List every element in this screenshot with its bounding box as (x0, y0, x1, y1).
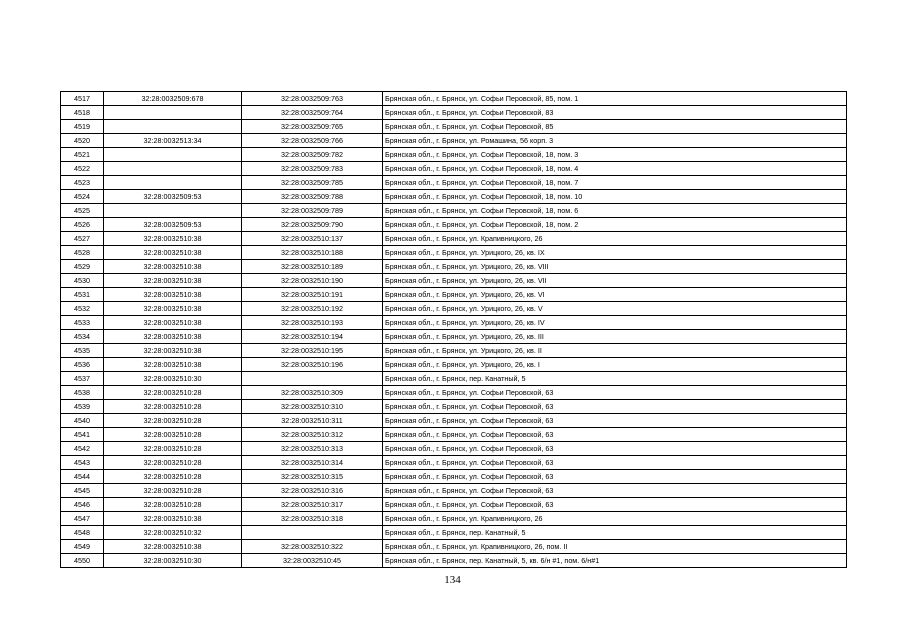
object-cadastral-number-cell: 32:28:0032510:195 (242, 344, 383, 358)
land-cadastral-number-cell (104, 148, 242, 162)
row-number-cell: 4533 (61, 316, 104, 330)
object-cadastral-number-cell: 32:28:0032510:194 (242, 330, 383, 344)
object-cadastral-number-cell: 32:28:0032510:309 (242, 386, 383, 400)
land-cadastral-number-cell: 32:28:0032510:38 (104, 302, 242, 316)
row-number-cell: 4519 (61, 120, 104, 134)
register-table-body (61, 92, 847, 568)
land-cadastral-number-cell: 32:28:0032510:28 (104, 456, 242, 470)
address-cell: Брянская обл., г. Брянск, пер. Канатный, 5 (383, 526, 847, 540)
table-row (61, 372, 847, 386)
row-number-cell: 4534 (61, 330, 104, 344)
table-row (61, 540, 847, 554)
table-row (61, 176, 847, 190)
land-cadastral-number-cell (104, 204, 242, 218)
row-number-cell: 4530 (61, 274, 104, 288)
table-row (61, 456, 847, 470)
object-cadastral-number-cell: 32:28:0032509:763 (242, 92, 383, 106)
land-cadastral-number-cell: 32:28:0032510:38 (104, 288, 242, 302)
object-cadastral-number-cell: 32:28:0032510:315 (242, 470, 383, 484)
land-cadastral-number-cell: 32:28:0032510:28 (104, 442, 242, 456)
row-number-cell: 4524 (61, 190, 104, 204)
object-cadastral-number-cell: 32:28:0032509:766 (242, 134, 383, 148)
land-cadastral-number-cell: 32:28:0032510:38 (104, 540, 242, 554)
row-number-cell: 4526 (61, 218, 104, 232)
table-row (61, 512, 847, 526)
table-row (61, 232, 847, 246)
object-cadastral-number-cell: 32:28:0032509:785 (242, 176, 383, 190)
row-number-cell: 4543 (61, 456, 104, 470)
row-number-cell: 4538 (61, 386, 104, 400)
row-number-cell: 4545 (61, 484, 104, 498)
table-row (61, 106, 847, 120)
address-cell: Брянская обл., г. Брянск, ул. Ромашина, 56 корп. 3 (383, 134, 847, 148)
land-cadastral-number-cell: 32:28:0032510:38 (104, 512, 242, 526)
row-number-cell: 4527 (61, 232, 104, 246)
address-cell: Брянская обл., г. Брянск, ул. Софьи Перовской, 18, пом. 7 (383, 176, 847, 190)
table-row (61, 288, 847, 302)
land-cadastral-number-cell: 32:28:0032510:28 (104, 400, 242, 414)
row-number-cell: 4535 (61, 344, 104, 358)
object-cadastral-number-cell: 32:28:0032510:312 (242, 428, 383, 442)
row-number-cell: 4546 (61, 498, 104, 512)
table-row (61, 358, 847, 372)
row-number-cell: 4541 (61, 428, 104, 442)
object-cadastral-number-cell: 32:28:0032510:190 (242, 274, 383, 288)
land-cadastral-number-cell: 32:28:0032510:38 (104, 316, 242, 330)
row-number-cell: 4521 (61, 148, 104, 162)
address-cell: Брянская обл., г. Брянск, ул. Софьи Перовской, 85 (383, 120, 847, 134)
object-cadastral-number-cell: 32:28:0032510:313 (242, 442, 383, 456)
address-cell: Брянская обл., г. Брянск, ул. Софьи Перовской, 18, пом. 2 (383, 218, 847, 232)
address-cell: Брянская обл., г. Брянск, ул. Софьи Перовской, 63 (383, 484, 847, 498)
table-row (61, 470, 847, 484)
object-cadastral-number-cell: 32:28:0032510:322 (242, 540, 383, 554)
address-cell: Брянская обл., г. Брянск, ул. Софьи Перовской, 63 (383, 428, 847, 442)
table-row (61, 414, 847, 428)
table-row (61, 246, 847, 260)
row-number-cell: 4547 (61, 512, 104, 526)
land-cadastral-number-cell: 32:28:0032510:32 (104, 526, 242, 540)
address-cell: Брянская обл., г. Брянск, ул. Софьи Перовской, 18, пом. 4 (383, 162, 847, 176)
land-cadastral-number-cell: 32:28:0032509:53 (104, 218, 242, 232)
land-cadastral-number-cell: 32:28:0032510:28 (104, 414, 242, 428)
address-cell: Брянская обл., г. Брянск, ул. Софьи Перовской, 63 (383, 400, 847, 414)
row-number-cell: 4549 (61, 540, 104, 554)
table-row (61, 274, 847, 288)
address-cell: Брянская обл., г. Брянск, ул. Урицкого, 26, кв. III (383, 330, 847, 344)
address-cell: Брянская обл., г. Брянск, ул. Софьи Перовской, 63 (383, 386, 847, 400)
row-number-cell: 4539 (61, 400, 104, 414)
row-number-cell: 4523 (61, 176, 104, 190)
address-cell: Брянская обл., г. Брянск, ул. Урицкого, 26, кв. I (383, 358, 847, 372)
land-cadastral-number-cell: 32:28:0032510:28 (104, 498, 242, 512)
land-cadastral-number-cell (104, 162, 242, 176)
object-cadastral-number-cell: 32:28:0032509:782 (242, 148, 383, 162)
object-cadastral-number-cell: 32:28:0032509:790 (242, 218, 383, 232)
table-row (61, 92, 847, 106)
land-cadastral-number-cell: 32:28:0032509:53 (104, 190, 242, 204)
land-cadastral-number-cell: 32:28:0032510:38 (104, 232, 242, 246)
address-cell: Брянская обл., г. Брянск, ул. Софьи Перовской, 85, пом. 1 (383, 92, 847, 106)
table-row (61, 204, 847, 218)
address-cell: Брянская обл., г. Брянск, ул. Урицкого, 26, кв. VI (383, 288, 847, 302)
object-cadastral-number-cell: 32:28:0032510:311 (242, 414, 383, 428)
address-cell: Брянская обл., г. Брянск, пер. Канатный, 5 (383, 372, 847, 386)
land-cadastral-number-cell: 32:28:0032510:28 (104, 428, 242, 442)
land-cadastral-number-cell: 32:28:0032510:28 (104, 470, 242, 484)
object-cadastral-number-cell: 32:28:0032509:788 (242, 190, 383, 204)
address-cell: Брянская обл., г. Брянск, пер. Канатный, 5, кв. 6/н #1, пом. 6/н#1 (383, 554, 847, 568)
land-cadastral-number-cell (104, 176, 242, 190)
table-row (61, 428, 847, 442)
address-cell: Брянская обл., г. Брянск, ул. Софьи Перовской, 63 (383, 456, 847, 470)
land-cadastral-number-cell: 32:28:0032510:38 (104, 358, 242, 372)
table-row (61, 134, 847, 148)
land-cadastral-number-cell: 32:28:0032510:38 (104, 274, 242, 288)
row-number-cell: 4517 (61, 92, 104, 106)
table-row (61, 260, 847, 274)
address-cell: Брянская обл., г. Брянск, ул. Урицкого, 26, кв. IV (383, 316, 847, 330)
table-row (61, 162, 847, 176)
address-cell: Брянская обл., г. Брянск, ул. Софьи Перовской, 18, пом. 10 (383, 190, 847, 204)
object-cadastral-number-cell: 32:28:0032510:317 (242, 498, 383, 512)
land-cadastral-number-cell: 32:28:0032510:30 (104, 554, 242, 568)
land-cadastral-number-cell: 32:28:0032510:38 (104, 260, 242, 274)
row-number-cell: 4537 (61, 372, 104, 386)
object-cadastral-number-cell: 32:28:0032509:764 (242, 106, 383, 120)
object-cadastral-number-cell: 32:28:0032510:196 (242, 358, 383, 372)
row-number-cell: 4520 (61, 134, 104, 148)
row-number-cell: 4540 (61, 414, 104, 428)
land-cadastral-number-cell: 32:28:0032510:30 (104, 372, 242, 386)
table-row (61, 148, 847, 162)
row-number-cell: 4544 (61, 470, 104, 484)
table-row (61, 442, 847, 456)
object-cadastral-number-cell: 32:28:0032510:310 (242, 400, 383, 414)
address-cell: Брянская обл., г. Брянск, ул. Софьи Перовской, 18, пом. 3 (383, 148, 847, 162)
table-row (61, 554, 847, 568)
row-number-cell: 4528 (61, 246, 104, 260)
object-cadastral-number-cell: 32:28:0032509:789 (242, 204, 383, 218)
row-number-cell: 4536 (61, 358, 104, 372)
address-cell: Брянская обл., г. Брянск, ул. Урицкого, 26, кв. VII (383, 274, 847, 288)
page-number: 134 (444, 574, 461, 586)
land-cadastral-number-cell: 32:28:0032510:38 (104, 344, 242, 358)
row-number-cell: 4531 (61, 288, 104, 302)
address-cell: Брянская обл., г. Брянск, ул. Крапивницкого, 26 (383, 232, 847, 246)
address-cell: Брянская обл., г. Брянск, ул. Софьи Перовской, 63 (383, 470, 847, 484)
object-cadastral-number-cell: 32:28:0032510:192 (242, 302, 383, 316)
object-cadastral-number-cell (242, 372, 383, 386)
object-cadastral-number-cell: 32:28:0032510:316 (242, 484, 383, 498)
row-number-cell: 4529 (61, 260, 104, 274)
land-cadastral-number-cell: 32:28:0032510:38 (104, 246, 242, 260)
row-number-cell: 4522 (61, 162, 104, 176)
address-cell: Брянская обл., г. Брянск, ул. Софьи Перовской, 63 (383, 414, 847, 428)
table-row (61, 316, 847, 330)
table-row (61, 120, 847, 134)
address-cell: Брянская обл., г. Брянск, ул. Софьи Перовской, 18, пом. 6 (383, 204, 847, 218)
object-cadastral-number-cell: 32:28:0032510:137 (242, 232, 383, 246)
object-cadastral-number-cell: 32:28:0032509:765 (242, 120, 383, 134)
land-cadastral-number-cell: 32:28:0032509:678 (104, 92, 242, 106)
object-cadastral-number-cell: 32:28:0032510:191 (242, 288, 383, 302)
table-row (61, 484, 847, 498)
address-cell: Брянская обл., г. Брянск, ул. Софьи Перовской, 83 (383, 106, 847, 120)
object-cadastral-number-cell: 32:28:0032509:783 (242, 162, 383, 176)
land-cadastral-number-cell: 32:28:0032510:28 (104, 386, 242, 400)
land-cadastral-number-cell: 32:28:0032513:34 (104, 134, 242, 148)
table-row (61, 344, 847, 358)
table-row (61, 498, 847, 512)
address-cell: Брянская обл., г. Брянск, ул. Крапивницкого, 26 (383, 512, 847, 526)
table-row (61, 526, 847, 540)
object-cadastral-number-cell: 32:28:0032510:45 (242, 554, 383, 568)
object-cadastral-number-cell: 32:28:0032510:188 (242, 246, 383, 260)
address-cell: Брянская обл., г. Брянск, ул. Софьи Перовской, 63 (383, 442, 847, 456)
table-row (61, 302, 847, 316)
object-cadastral-number-cell: 32:28:0032510:318 (242, 512, 383, 526)
table-row (61, 190, 847, 204)
address-cell: Брянская обл., г. Брянск, ул. Урицкого, 26, кв. IX (383, 246, 847, 260)
table-row (61, 218, 847, 232)
land-cadastral-number-cell (104, 120, 242, 134)
address-cell: Брянская обл., г. Брянск, ул. Крапивницкого, 26, пом. II (383, 540, 847, 554)
table-row (61, 386, 847, 400)
row-number-cell: 4542 (61, 442, 104, 456)
object-cadastral-number-cell: 32:28:0032510:193 (242, 316, 383, 330)
land-cadastral-number-cell (104, 106, 242, 120)
table-row (61, 400, 847, 414)
land-cadastral-number-cell: 32:28:0032510:28 (104, 484, 242, 498)
row-number-cell: 4532 (61, 302, 104, 316)
address-cell: Брянская обл., г. Брянск, ул. Софьи Перовской, 63 (383, 498, 847, 512)
object-cadastral-number-cell (242, 526, 383, 540)
land-cadastral-number-cell: 32:28:0032510:38 (104, 330, 242, 344)
address-cell: Брянская обл., г. Брянск, ул. Урицкого, 26, кв. II (383, 344, 847, 358)
row-number-cell: 4518 (61, 106, 104, 120)
row-number-cell: 4550 (61, 554, 104, 568)
object-cadastral-number-cell: 32:28:0032510:314 (242, 456, 383, 470)
row-number-cell: 4548 (61, 526, 104, 540)
row-number-cell: 4525 (61, 204, 104, 218)
address-cell: Брянская обл., г. Брянск, ул. Урицкого, 26, кв. VIII (383, 260, 847, 274)
table-row (61, 330, 847, 344)
cadastral-register-table (60, 91, 847, 568)
address-cell: Брянская обл., г. Брянск, ул. Урицкого, 26, кв. V (383, 302, 847, 316)
object-cadastral-number-cell: 32:28:0032510:189 (242, 260, 383, 274)
